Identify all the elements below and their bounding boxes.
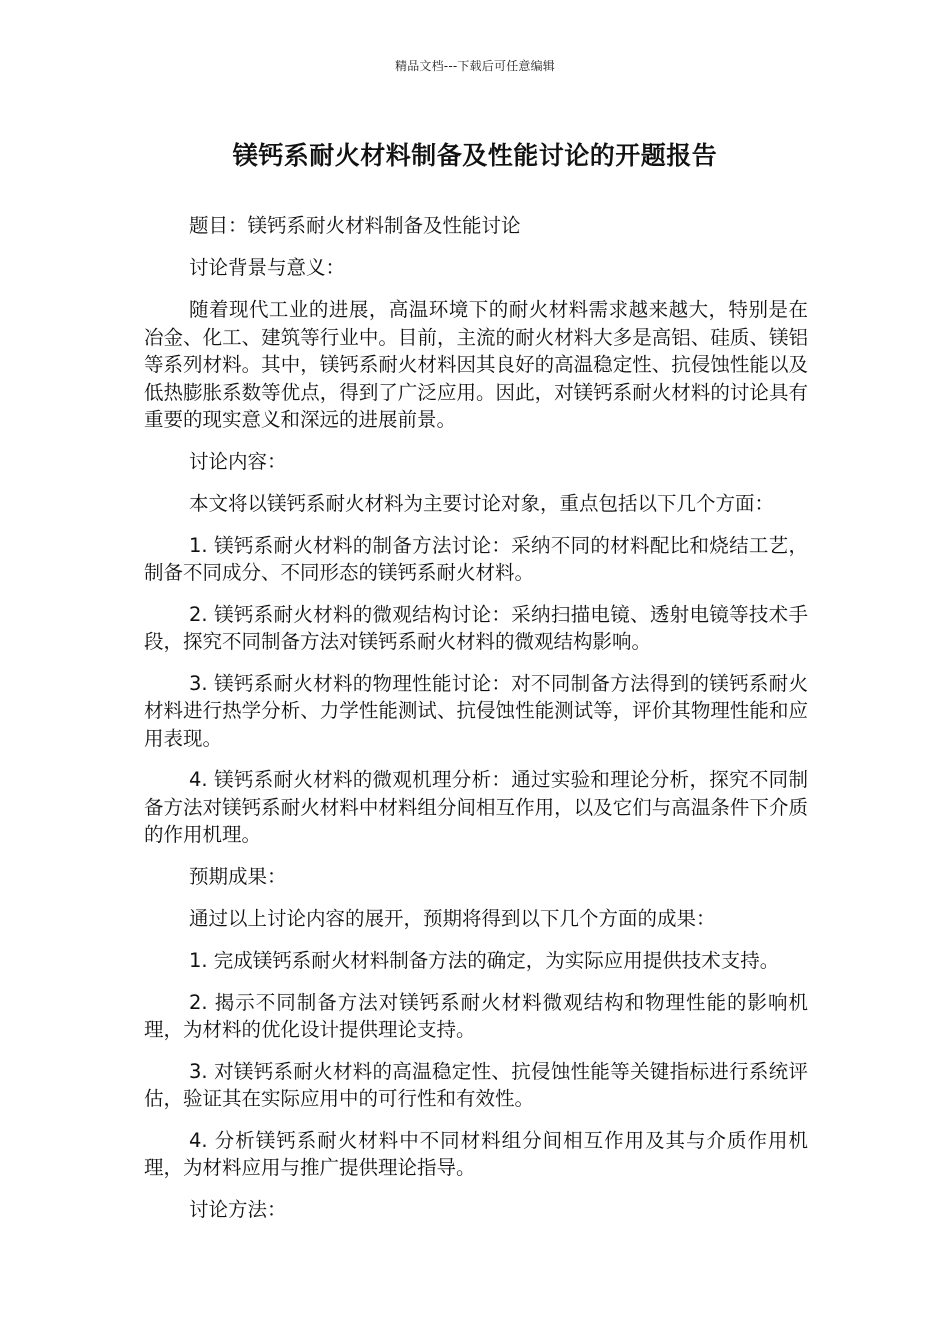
section-heading-methods: 讨论方法： xyxy=(189,1197,287,1221)
outcome-item-2: 2. 揭示不同制备方法对镁钙系耐火材料微观结构和物理性能的影响机理，为材料的优化设计提供理论支持。 xyxy=(144,990,808,1041)
document-body xyxy=(144,212,808,1238)
outcomes-intro: 通过以上讨论内容的展开，预期将得到以下几个方面的成果： xyxy=(189,906,716,930)
topic-line: 题目：镁钙系耐火材料制备及性能讨论 xyxy=(189,214,521,237)
content-item-3: 3. 镁钙系耐火材料的物理性能讨论：对不同制备方法得到的镁钙系耐火材料进行热学分析、力学性能测试、抗侵蚀性能测试等，评价其物理性能和应用表现。 xyxy=(144,671,808,750)
section-heading-background: 讨论背景与意义： xyxy=(189,256,346,279)
outcome-item-1: 1. 完成镁钙系耐火材料制备方法的确定，为实际应用提供技术支持。 xyxy=(189,948,780,972)
section-heading-content: 讨论内容： xyxy=(189,449,287,473)
section-heading-outcomes: 预期成果： xyxy=(189,864,287,888)
header-note: 精品文档---下载后可任意编辑 xyxy=(395,59,555,73)
outcome-item-3: 3. 对镁钙系耐火材料的高温稳定性、抗侵蚀性能等关键指标进行系统评估，验证其在实际应用中的可行性和有效性。 xyxy=(144,1059,808,1110)
content-intro: 本文将以镁钙系耐火材料为主要讨论对象，重点包括以下几个方面： xyxy=(189,491,775,515)
content-item-4: 4. 镁钙系耐火材料的微观机理分析：通过实验和理论分析，探究不同制备方法对镁钙系耐火材料中材料组分间相互作用，以及它们与高温条件下介质的作用机理。 xyxy=(144,768,808,846)
document-title: 镁钙系耐火材料制备及性能讨论的开题报告 xyxy=(232,141,718,170)
content-item-1: 1. 镁钙系耐火材料的制备方法讨论：采纳不同的材料配比和烧结工艺，制备不同成分、不同形态的镁钙系耐火材料。 xyxy=(144,533,808,584)
content-item-2: 2. 镁钙系耐火材料的微观结构讨论：采纳扫描电镜、透射电镜等技术手段，探究不同制备方法对镁钙系耐火材料的微观结构影响。 xyxy=(144,602,808,653)
background-paragraph: 随着现代工业的进展，高温环境下的耐火材料需求越来越大，特别是在冶金、化工、建筑等行业中。目前，主流的耐火材料大多是高铝、硅质、镁铝等系列材料。其中，镁钙系耐火材料因其良好的高温稳定性、抗侵蚀性能以及低热膨胀系数等优点，得到了广泛应用。因此，对镁钙系耐火材料的讨论具有重要的现实意义和深远的进展前景。 xyxy=(144,298,808,431)
outcome-item-4: 4. 分析镁钙系耐火材料中不同材料组分间相互作用及其与介质作用机理，为材料应用与推广提供理论指导。 xyxy=(144,1128,808,1179)
